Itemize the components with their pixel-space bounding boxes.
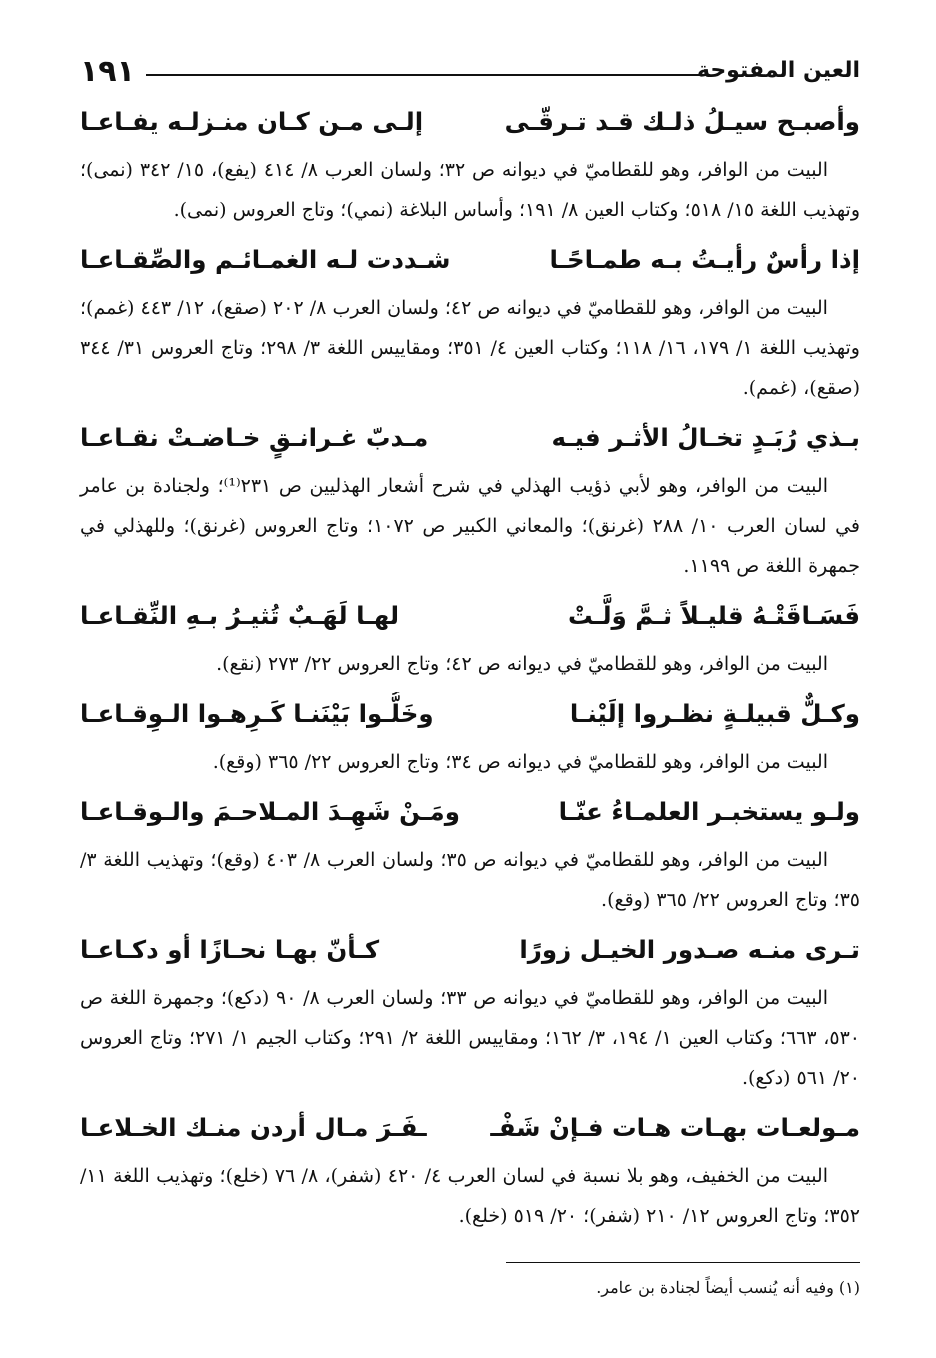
verse-first-hemistich: وكـلٌّ قبيلـةٍ نظـروا إلَيْنـا <box>569 699 860 728</box>
footnote-rule <box>506 1262 860 1263</box>
verse-note: البيت من الوافر، وهو للقطاميّ في ديوانه ص ٣٤؛ وتاج العروس ٢٢/ ٣٦٥ (وقع). <box>212 751 828 773</box>
running-title: العين المفتوحة <box>696 58 860 83</box>
verse-line <box>80 416 860 466</box>
verse-first-hemistich: وأصبـح سيـلُ ذلـك قـد تـرقّـى <box>504 107 860 136</box>
verse-note: البيت من الوافر، وهو للقطاميّ في ديوانه ص ٤٢؛ ولسان العرب ٨/ ٢٠٢ (صقع)، ١٢/ ٤٤٣ (غمم)؛ وتهذيب اللغة ١/ ١٧٩، ١٦/ ١١٨؛ وكتاب العين ٤/ ٣٥١؛ ومقاييس اللغة ٣/ ٢٩٨؛ وتاج العروس ٣١/ ٣٤٤ (صقع)، (غمم). <box>80 297 860 399</box>
verse-line <box>80 692 860 742</box>
verse-first-hemistich: إذا رأسٌ رأيـتُ بـه طمـاحًـا <box>549 245 860 274</box>
verse-note: البيت من الخفيف، وهو بلا نسبة في لسان العرب ٤/ ٤٢٠ (شفر)، ٨/ ٧٦ (خلع)؛ وتهذيب اللغة ١١/ ٣٥٢؛ وتاج العروس ١٢/ ٢١٠ (شفر)؛ ٢٠/ ٥١٩ (خلع). <box>80 1165 860 1227</box>
page-header <box>80 56 860 92</box>
verse-first-hemistich: تـرى منـه صـدور الخيـل زورًا <box>519 935 860 964</box>
verse-first-hemistich: بـذي رُبَـدٍ تخـالُ الأثـر فيـه <box>551 423 860 452</box>
verse-line <box>80 100 860 150</box>
verse-second-hemistich: شـددت لـه الغمـائـم والصِّقـاعـا <box>80 245 451 274</box>
verse-note: البيت من الوافر، وهو للقطاميّ في ديوانه ص ٣٥؛ ولسان العرب ٨/ ٤٠٣ (وقع)؛ وتهذيب اللغة ٣/ ٣٥؛ وتاج العروس ٢٢/ ٣٦٥ (وقع). <box>80 849 860 911</box>
verse-second-hemistich: لهـا لَهَـبٌ تُثيـرُ بـهِ النِّقـاعـا <box>80 601 400 630</box>
verse-line <box>80 594 860 644</box>
verse-second-hemistich: مـدبّ غـرانـقٍ خـاضـتْ نقـاعـا <box>80 423 429 452</box>
verse-line <box>80 928 860 978</box>
verse-line <box>80 238 860 288</box>
verse-second-hemistich: ومَـنْ شَهِـدَ المـلاحـمَ والـوقـاعـا <box>80 797 460 826</box>
verse-second-hemistich: ـفَـرَ مـال أردن منـك الخـلاعـا <box>80 1113 427 1142</box>
verse-note: البيت من الوافر، وهو للقطاميّ في ديوانه ص ٣٣؛ ولسان العرب ٨/ ٩٠ (دكع)؛ وجمهرة اللغة ص ٥٣٠، ٦٦٣؛ وكتاب العين ١/ ١٩٤، ٣/ ١٦٢؛ ومقاييس اللغة ٢/ ٢٩١؛ وكتاب الجيم ١/ ٢٧١؛ وتاج العروس ٢٠/ ٥٦١ (دكع). <box>80 987 860 1089</box>
page-content <box>80 100 860 1244</box>
verse-second-hemistich: إلـى مـن كـان منـزلـه يفـاعـا <box>80 107 424 136</box>
verse-first-hemistich: فَسَـاقَتْـهُ قليـلاً ثـمَّ وَلَّـتْ <box>568 601 860 630</box>
verse-note: البيت من الوافر، وهو للقطاميّ في ديوانه ص ٤٢؛ وتاج العروس ٢٢/ ٢٧٣ (نقع). <box>216 653 828 675</box>
verse-first-hemistich: مـولعـات بهـات هـات فـإنْ شَفْـ <box>490 1113 860 1142</box>
page-number: ١٩١ <box>80 54 135 89</box>
footnote: (١) وفيه أنه يُنسب أيضاً لجنادة بن عامر. <box>596 1278 860 1297</box>
header-rule <box>146 74 710 76</box>
verse-note: البيت من الوافر، وهو لأبي ذؤيب الهذلي في شرح أشعار الهذليين ص ٢٣١⁽¹⁾؛ ولجنادة بن عامر في لسان العرب ١٠/ ٢٨٨ (غرنق)؛ والمعاني الكبير ص ١٠٧٢؛ وتاج العروس (غرنق)؛ وللهذلي في جمهرة اللغة ص ١١٩٩. <box>80 475 860 577</box>
verse-note: البيت من الوافر، وهو للقطاميّ في ديوانه ص ٣٢؛ ولسان العرب ٨/ ٤١٤ (يفع)، ١٥/ ٣٤٢ (نمى)؛ وتهذيب اللغة ١٥/ ٥١٨؛ وكتاب العين ٨/ ١٩١؛ وأساس البلاغة (نمي)؛ وتاج العروس (نمى). <box>80 159 860 221</box>
verse-second-hemistich: كـأنّ بهـا نحـازًا أو دكـاعـا <box>80 935 380 964</box>
verse-second-hemistich: وخَلُّـوا بَيْنَنـا كَـرِهـوا الـوِقـاعـا <box>80 699 434 728</box>
verse-line <box>80 1106 860 1156</box>
verse-first-hemistich: ولـو يستخبـر العلمـاءُ عنّـا <box>558 797 860 826</box>
verse-line <box>80 790 860 840</box>
